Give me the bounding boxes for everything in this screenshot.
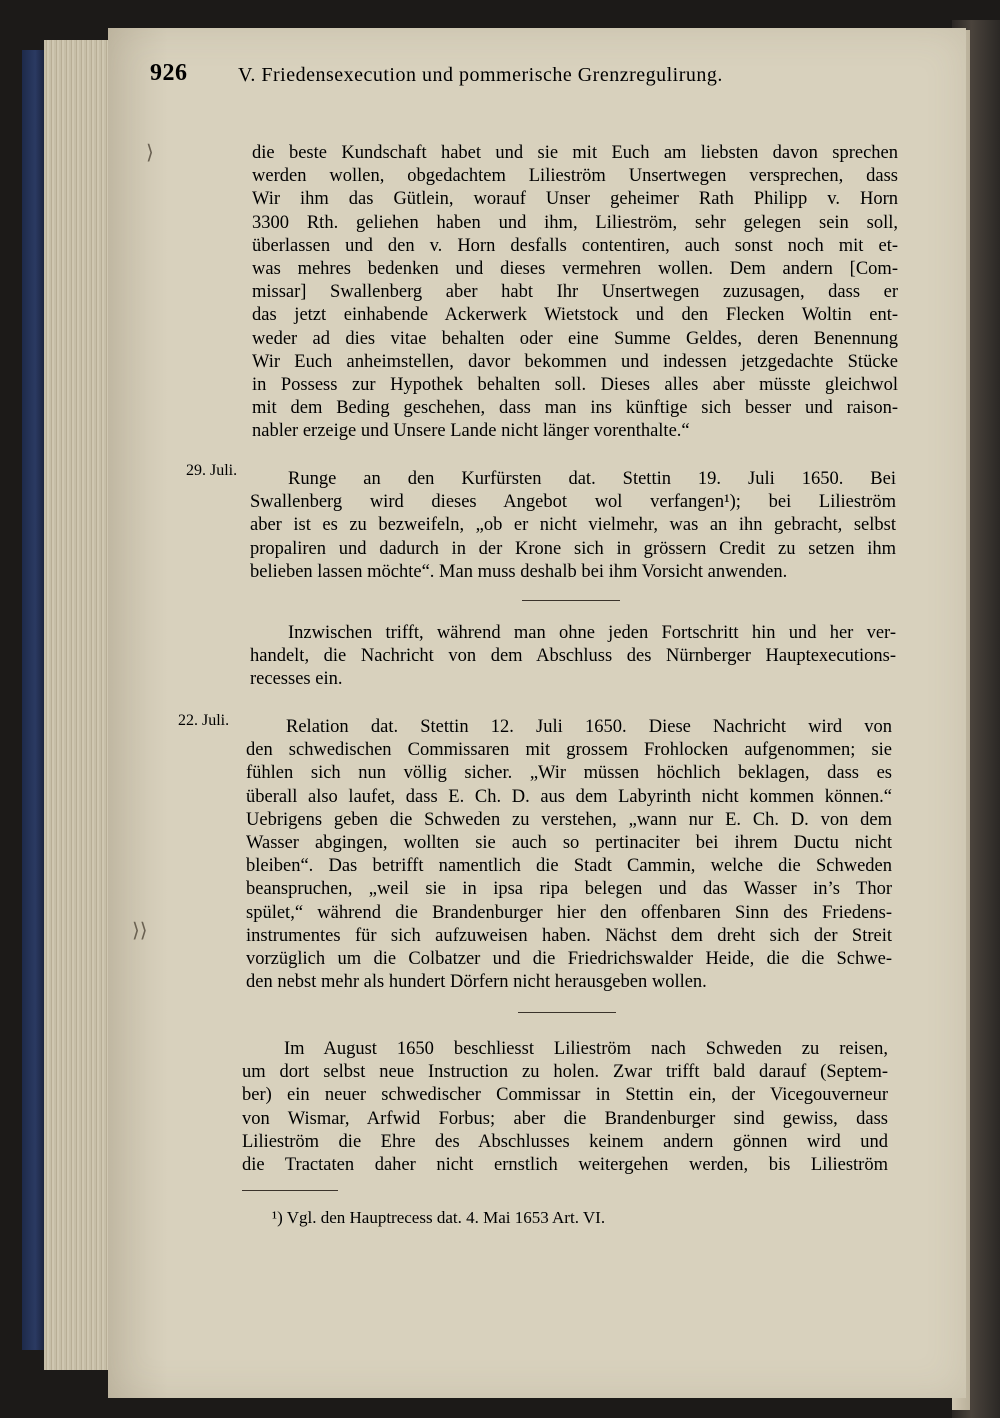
paragraph-continuation: [252, 142, 898, 444]
paragraph-august: [242, 1038, 888, 1177]
text-line: mit dem Beding geschehen, dass man ins künftige sich besser und raison-: [252, 398, 898, 419]
margin-date: 22. Juli.: [178, 712, 230, 729]
text-line: Swallenberg wird dieses Angebot wol verfangen¹); bei Lilieström: [250, 492, 896, 513]
paragraph-narrative: [250, 622, 896, 692]
text-line: spület,“ während die Brandenburger hier den offenbaren Sinn des Friedens-: [246, 902, 892, 923]
text-line: handelt, die Nachricht von dem Abschluss des Nürnberger Hauptexecutions-: [250, 646, 896, 667]
footnote-rule: [242, 1190, 338, 1191]
section-rule: [522, 600, 620, 601]
footnote: ¹) Vgl. den Hauptrecess dat. 4. Mai 1653 Art. VI.: [272, 1208, 606, 1227]
text-line: Wir Euch anheimstellen, davor bekommen und indessen jetzgedachte Stücke: [252, 351, 898, 372]
text-line: weder ad dies vitae behalten oder eine Summe Geldes, deren Benennung: [252, 328, 898, 349]
text-line: vorzüglich um die Colbatzer und die Friedrichswalder Heide, die die Schwe-: [246, 949, 892, 970]
margin-date: 29. Juli.: [186, 462, 238, 479]
text-line: das jetzt einhabende Ackerwerk Wietstock und den Flecken Woltin ent-: [252, 305, 898, 326]
text-line: bleiben“. Das betrifft namentlich die Stadt Cammin, welche die Schweden: [246, 856, 892, 877]
book-cover-edge: [22, 50, 44, 1350]
page-number: 926: [150, 60, 188, 86]
running-title: V. Friedensexecution und pommerische Grenzregulirung.: [238, 64, 723, 86]
text-line: Inzwischen trifft, während man ohne jeden Fortschritt hin und her ver-: [288, 623, 896, 643]
text-line: propaliren und dadurch in der Krone sich in grössern Credit zu setzen ihm: [250, 538, 896, 559]
text-line: Uebrigens geben die Schweden zu verstehen, „wann nur E. Ch. D. von dem: [246, 809, 892, 830]
text-line: beanspruchen, „weil sie in ipsa ripa belegen und das Wasser in’s Thor: [246, 879, 892, 900]
text-line: die Tractaten daher nicht ernstlich weitergehen werden, bis Lilieström: [242, 1155, 888, 1176]
text-line: überlassen und den v. Horn desfalls contentiren, auch sonst noch mit et-: [252, 235, 898, 256]
text-line: Relation dat. Stettin 12. Juli 1650. Diese Nachricht wird von: [286, 717, 892, 737]
page-header: [150, 58, 850, 98]
text-line: die beste Kundschaft habet und sie mit Euch am liebsten davon sprechen: [252, 143, 898, 163]
paragraph-relation: [246, 716, 892, 994]
text-line: ber) ein neuer schwedischer Commissar in Stettin ein, der Vicegouverneur: [242, 1085, 888, 1106]
text-line: aber ist es zu bezweifeln, „ob er nicht vielmehr, was an ihn gebracht, selbst: [250, 515, 896, 536]
margin-mark-icon: ⟩: [146, 142, 154, 164]
text-line: recesses ein.: [250, 669, 343, 690]
text-line: den nebst mehr als hundert Dörfern nicht herausgeben wollen.: [246, 972, 707, 993]
text-line: was mehres bedenken und dieses vermehren wollen. Dem andern [Com-: [252, 259, 898, 280]
text-line: um dort selbst neue Instruction zu holen. Zwar trifft bald darauf (Septem-: [242, 1062, 888, 1083]
margin-mark-icon: ⟩⟩: [132, 920, 148, 942]
text-line: instrumentes für sich aufzuweisen haben. Nächst dem dreht sich der Streit: [246, 925, 892, 946]
text-line: Wir ihm das Gütlein, worauf Unser geheimer Rath Philipp v. Horn: [252, 189, 898, 210]
text-line: missar] Swallenberg aber habt Ihr Unsertwegen zuzusagen, dass er: [252, 282, 898, 303]
text-line: den schwedischen Commissaren mit grossem Frohlocken aufgenommen; sie: [246, 740, 892, 761]
text-line: fühlen sich nun völlig sicher. „Wir müssen höchlich beklagen, dass es: [246, 763, 892, 784]
text-line: überall also laufet, dass E. Ch. D. aus dem Labyrinth nicht kommen können.“: [246, 786, 892, 807]
paragraph-runge: [250, 468, 896, 584]
text-line: von Wismar, Arfwid Forbus; aber die Brandenburger sind gewiss, dass: [242, 1108, 888, 1129]
text-line: belieben lassen möchte“. Man muss deshalb bei ihm Vorsicht anwenden.: [250, 561, 788, 582]
section-rule: [518, 1012, 616, 1013]
text-line: in Possess zur Hypothek behalten soll. Dieses alles aber müsste gleichwol: [252, 375, 898, 396]
text-line: Lilieström die Ehre des Abschlusses keinem andern gönnen wird und: [242, 1131, 888, 1152]
text-line: 3300 Rth. geliehen haben und ihm, Lilieström, sehr gelegen sein soll,: [252, 212, 898, 233]
text-line: nabler erzeige und Unsere Lande nicht länger vorenthalte.“: [252, 421, 690, 442]
text-line: Im August 1650 beschliesst Lilieström nach Schweden zu reisen,: [284, 1039, 888, 1059]
text-line: Wasser abgingen, wollten sie auch so pertinaciter bei ihrem Ductu nicht: [246, 833, 892, 854]
text-line: werden wollen, obgedachtem Lilieström Unsertwegen versprechen, dass: [252, 166, 898, 187]
text-line: Runge an den Kurfürsten dat. Stettin 19. Juli 1650. Bei: [288, 469, 896, 489]
